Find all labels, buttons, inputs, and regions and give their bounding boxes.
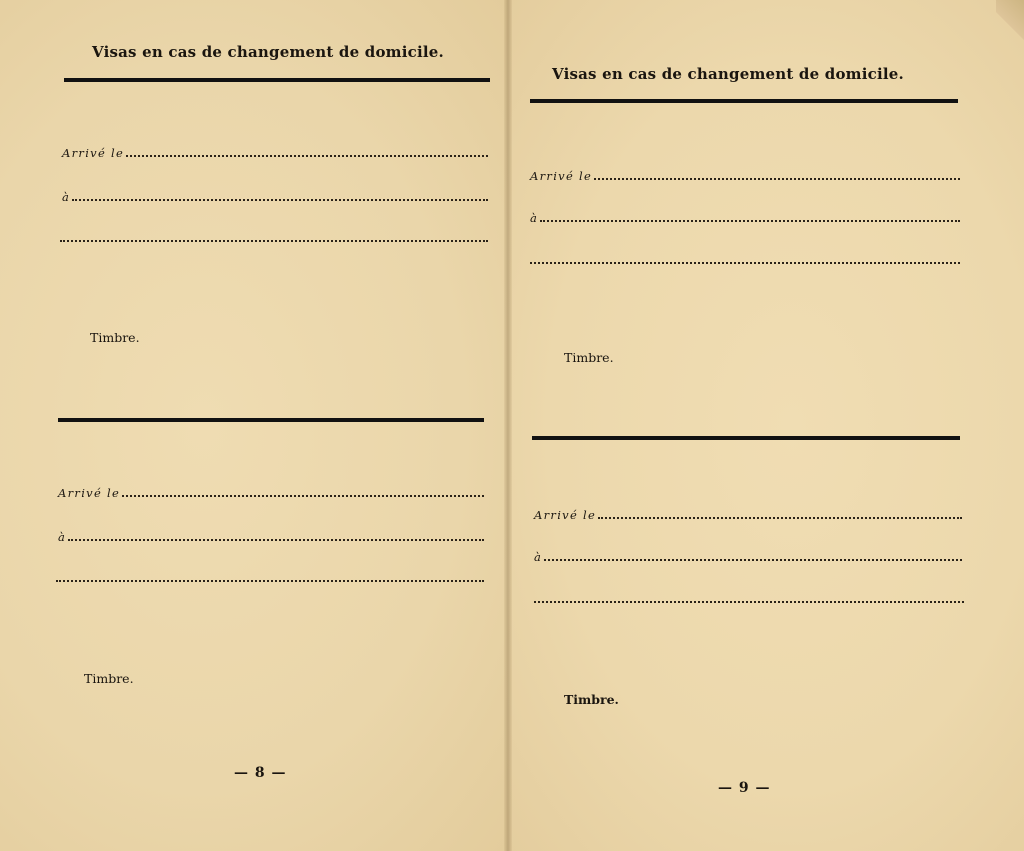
arrival-place-label: à	[58, 530, 67, 544]
right-page	[508, 0, 1024, 851]
arrival-place-field[interactable]	[530, 211, 960, 225]
book-spine	[504, 0, 512, 851]
stamp-label: Timbre.	[564, 350, 614, 365]
page-title: Visas en cas de changement de domicile.	[552, 65, 904, 83]
title-underline	[530, 99, 958, 103]
stamp-label: Timbre.	[84, 671, 134, 686]
left-page	[0, 0, 508, 851]
arrival-place-field[interactable]	[58, 530, 484, 544]
arrival-place-label: à	[62, 190, 71, 204]
dotted-line	[68, 538, 484, 541]
dotted-line	[544, 558, 962, 561]
dotted-line	[598, 516, 962, 519]
arrival-date-label: Arrivé le	[62, 146, 125, 160]
dotted-line	[72, 198, 488, 201]
arrival-place-label: à	[530, 211, 539, 225]
dotted-line	[540, 219, 960, 222]
extra-dotted-line[interactable]	[530, 262, 960, 264]
dotted-line	[122, 494, 484, 497]
arrival-place-field[interactable]	[534, 550, 962, 564]
section-divider	[532, 436, 960, 440]
title-underline	[64, 78, 490, 82]
arrival-place-field[interactable]	[62, 190, 488, 204]
dotted-line	[594, 177, 960, 180]
arrival-date-field[interactable]	[530, 169, 960, 183]
arrival-date-field[interactable]	[58, 486, 484, 500]
arrival-date-label: Arrivé le	[530, 169, 593, 183]
section-divider	[58, 418, 484, 422]
extra-dotted-line[interactable]	[60, 240, 488, 242]
extra-dotted-line[interactable]	[56, 580, 484, 582]
stamp-label: Timbre.	[90, 330, 140, 345]
dotted-line	[126, 154, 488, 157]
stamp-label: Timbre.	[564, 692, 619, 707]
arrival-date-field[interactable]	[534, 508, 962, 522]
page-number: — 8 —	[234, 765, 287, 781]
arrival-place-label: à	[534, 550, 543, 564]
arrival-date-field[interactable]	[62, 146, 488, 160]
page-number: — 9 —	[718, 780, 771, 796]
arrival-date-label: Arrivé le	[58, 486, 121, 500]
extra-dotted-line[interactable]	[534, 601, 964, 603]
arrival-date-label: Arrivé le	[534, 508, 597, 522]
page-corner-curl	[996, 0, 1024, 60]
page-title: Visas en cas de changement de domicile.	[92, 43, 444, 61]
